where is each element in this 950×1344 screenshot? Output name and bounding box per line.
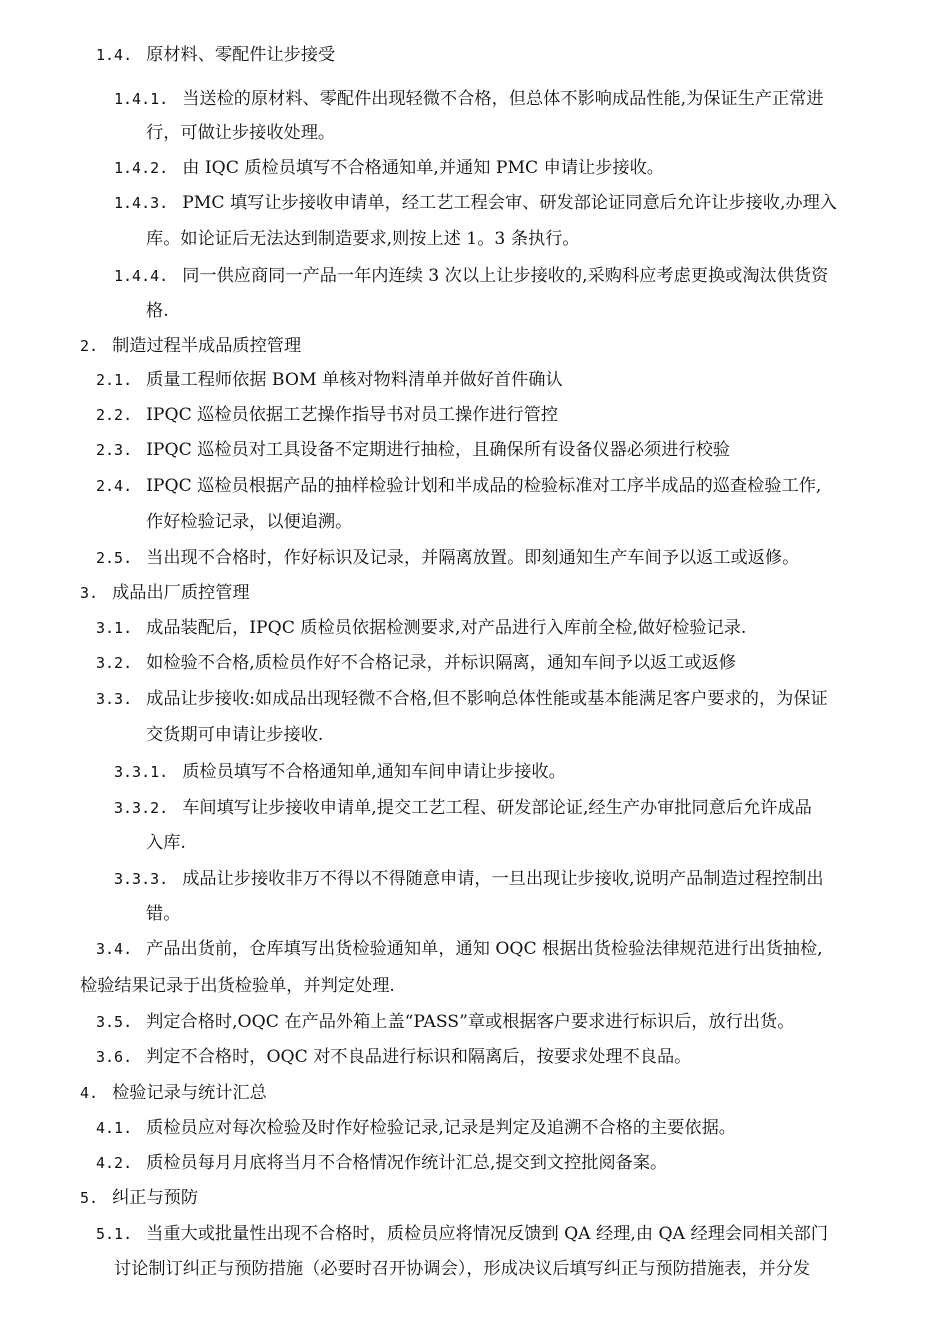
item-text: 判定合格时,OQC 在产品外箱上盖“PASS”章或根据客户要求进行标识后，放行出货。 <box>146 1012 795 1032</box>
item-text: 成品装配后，IPQC 质检员依据检测要求,对产品进行入库前全检,做好检验记录. <box>146 618 747 638</box>
item-number: 4.2. <box>96 1154 133 1172</box>
item-text: 质量工程师依据 BOM 单核对物料清单并做好首件确认 <box>146 370 563 390</box>
item-2-1 <box>96 363 906 397</box>
item-text: 当送检的原材料、零配件出现轻微不合格，但总体不影响成品性能,为保证生产正常进 <box>182 89 824 109</box>
item-text: 格. <box>146 301 169 321</box>
section-4 <box>80 1076 906 1110</box>
item-number: 2.2. <box>96 406 133 424</box>
item-text: 质检员每月月底将当月不合格情况作统计汇总,提交到文控批阅备案。 <box>146 1153 668 1173</box>
item-number: 1.4.1. <box>114 90 169 108</box>
item-number: 3.4. <box>96 940 133 958</box>
item-3-3-continuation <box>146 718 906 752</box>
item-text: 质检员填写不合格通知单,通知车间申请让步接收。 <box>182 762 566 782</box>
item-text: 入库. <box>146 833 186 853</box>
item-text: 成品让步接收非万不得以不得随意申请，一旦出现让步接收,说明产品制造过程控制出 <box>182 869 824 889</box>
item-text: 成品让步接收:如成品出现轻微不合格,但不影响总体性能或基本能满足客户要求的，为保证 <box>146 689 828 709</box>
item-1-4-1-continuation <box>146 116 906 150</box>
item-3-5 <box>96 1005 906 1039</box>
item-number: 3.5. <box>96 1013 133 1031</box>
item-2-4 <box>96 469 906 503</box>
item-text: 车间填写让步接收申请单,提交工艺工程、研发部论证,经生产办审批同意后允许成品 <box>182 798 812 818</box>
item-number: 1.4.2. <box>114 159 169 177</box>
item-number: 2.3. <box>96 441 133 459</box>
section-heading: 成品出厂质控管理 <box>112 583 250 603</box>
section-heading: 原材料、零配件让步接受 <box>146 45 336 65</box>
section-5 <box>80 1181 906 1215</box>
item-2-2 <box>96 398 906 432</box>
item-3-3-1 <box>114 755 906 789</box>
item-number: 1.4.3. <box>114 194 169 212</box>
item-2-4-continuation <box>146 505 906 539</box>
item-number: 3.3. <box>96 690 133 708</box>
section-number: 5. <box>80 1189 99 1207</box>
item-text: 交货期可申请让步接收. <box>146 725 324 745</box>
item-text: 同一供应商同一产品一年内连续 3 次以上让步接收的,采购科应考虑更换或淘汰供货资 <box>182 266 829 286</box>
item-number: 3.2. <box>96 654 133 672</box>
item-number: 3.3.2. <box>114 799 169 817</box>
item-text: 作好检验记录，以便追溯。 <box>146 512 353 532</box>
item-5-1-continuation <box>114 1252 906 1286</box>
item-text: 判定不合格时，OQC 对不良品进行标识和隔离后，按要求处理不良品。 <box>146 1047 692 1067</box>
item-text: PMC 填写让步接收申请单，经工艺工程会审、研发部论证同意后允许让步接收,办理入 <box>182 193 837 213</box>
item-text: IPQC 巡检员根据产品的抽样检验计划和半成品的检验标准对工序半成品的巡查检验工作, <box>146 476 822 496</box>
item-text: 检验结果记录于出货检验单，并判定处理. <box>80 976 395 996</box>
section-number: 3. <box>80 584 99 602</box>
section-heading: 检验记录与统计汇总 <box>112 1083 267 1103</box>
item-text: 讨论制订纠正与预防措施（必要时召开协调会），形成决议后填写纠正与预防措施表，并分发 <box>114 1259 811 1279</box>
item-1-4-4-continuation <box>146 294 906 328</box>
item-3-3-3 <box>114 862 906 896</box>
item-number: 2.4. <box>96 477 133 495</box>
item-1-4-3-continuation <box>146 222 906 256</box>
item-4-2 <box>96 1146 906 1180</box>
item-3-6 <box>96 1040 906 1074</box>
item-3-3-2 <box>114 791 906 825</box>
item-2-3 <box>96 433 906 467</box>
item-1-4-2 <box>114 151 906 185</box>
item-3-3-3-continuation <box>146 897 906 931</box>
item-number: 5.1. <box>96 1225 133 1243</box>
item-3-1 <box>96 611 906 645</box>
item-text: 库。如论证后无法达到制造要求,则按上述 1。3 条执行。 <box>146 229 580 249</box>
item-3-2 <box>96 646 906 680</box>
section-heading: 制造过程半成品质控管理 <box>112 336 302 356</box>
item-number: 1.4.4. <box>114 267 169 285</box>
item-text: 当重大或批量性出现不合格时，质检员应将情况反馈到 QA 经理,由 QA 经理会同相关部门 <box>146 1224 829 1244</box>
item-3-4 <box>96 932 906 966</box>
section-3 <box>80 576 906 610</box>
item-1-4-1 <box>114 82 906 116</box>
item-number: 2.1. <box>96 371 133 389</box>
item-3-4-continuation <box>80 969 906 1003</box>
item-2-5 <box>96 541 906 575</box>
item-4-1 <box>96 1111 906 1145</box>
section-number: 1.4. <box>96 46 133 64</box>
section-1-4 <box>96 38 906 72</box>
section-heading: 纠正与预防 <box>112 1188 199 1208</box>
item-number: 3.6. <box>96 1048 133 1066</box>
item-5-1 <box>96 1217 906 1251</box>
item-number: 2.5. <box>96 549 133 567</box>
item-3-3 <box>96 682 906 716</box>
item-3-3-2-continuation <box>146 826 906 860</box>
item-number: 3.3.3. <box>114 870 169 888</box>
section-2 <box>80 329 906 363</box>
section-number: 4. <box>80 1084 99 1102</box>
item-text: 质检员应对每次检验及时作好检验记录,记录是判定及追溯不合格的主要依据。 <box>146 1118 736 1138</box>
item-number: 4.1. <box>96 1119 133 1137</box>
item-text: 由 IQC 质检员填写不合格通知单,并通知 PMC 申请让步接收。 <box>182 158 664 178</box>
item-1-4-4 <box>114 259 906 293</box>
item-text: 行，可做让步接收处理。 <box>146 123 336 143</box>
item-text: 如检验不合格,质检员作好不合格记录，并标识隔离，通知车间予以返工或返修 <box>146 653 736 673</box>
item-1-4-3 <box>114 186 906 220</box>
item-text: IPQC 巡检员对工具设备不定期进行抽检，且确保所有设备仪器必须进行校验 <box>146 440 730 460</box>
section-number: 2. <box>80 337 99 355</box>
item-text: 当出现不合格时，作好标识及记录，并隔离放置。即刻通知生产车间予以返工或返修。 <box>146 548 800 568</box>
item-text: 错。 <box>146 904 181 924</box>
item-text: IPQC 巡检员依据工艺操作指导书对员工操作进行管控 <box>146 405 559 425</box>
item-text: 产品出货前，仓库填写出货检验通知单，通知 OQC 根据出货检验法律规范进行出货抽检, <box>146 939 823 959</box>
item-number: 3.3.1. <box>114 763 169 781</box>
item-number: 3.1. <box>96 619 133 637</box>
